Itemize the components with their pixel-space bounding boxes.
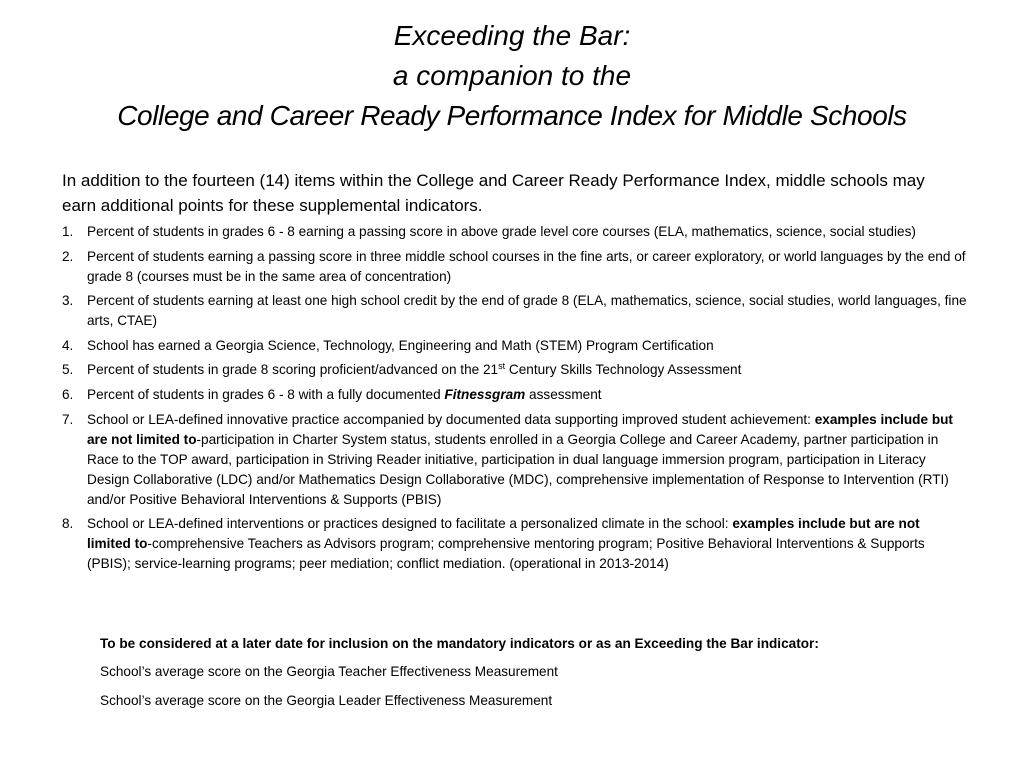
examples-bold-phrase: examples include but are not limited to [87, 411, 953, 447]
item-text-pre: Percent of students in grades 6 - 8 with a fully documented [87, 386, 445, 402]
title-line-1: Exceeding the Bar: [393, 20, 631, 51]
list-item [62, 385, 967, 405]
ordinal-superscript: st [498, 361, 506, 372]
item-number: 5. [62, 362, 74, 378]
item-number: 6. [62, 386, 74, 402]
list-item [62, 410, 967, 510]
title-line-2: a companion to the [392, 60, 632, 91]
item-text: Percent of students in grades 6 - 8 earning a passing score in above grade level core courses (ELA, mathematics, science, social studies) [87, 224, 916, 239]
item-number: 3. [62, 293, 74, 309]
list-item [62, 336, 967, 356]
intro-paragraph: In addition to the fourteen (14) items within the College and Career Ready Performance Index, middle schools may earn additional points for these supplemental indicators. [62, 171, 925, 215]
item-text-post: -comprehensive Teachers as Advisors program; comprehensive mentoring program; Positive Behavioral Interventions & Supports (PBIS); service-learning programs; peer mediation; conflict mediation. (operational in 2013-2014) [87, 536, 925, 572]
item-text-post: assessment [525, 386, 602, 402]
item-text: Percent of students earning a passing score in three middle school courses in the fine arts, or career exploratory, or world languages by the end of grade 8 (courses must be in the same area of concentration) [87, 248, 966, 284]
list-item [62, 222, 967, 242]
later-heading: To be considered at a later date for inclusion on the mandatory indicators or as an Exceeding the Bar indicator: [100, 636, 819, 651]
list-item [62, 360, 967, 380]
later-consideration-section [100, 634, 980, 720]
list-item [62, 514, 967, 574]
list-item [62, 247, 967, 287]
item-text-post: Century Skills Technology Assessment [505, 362, 742, 378]
item-text: Percent of students earning at least one high school credit by the end of grade 8 (ELA, mathematics, science, social studies, world languages, fine arts, CTAE) [87, 293, 967, 329]
item-text-pre: School or LEA-defined innovative practice accompanied by documented data supporting improved student achievement: [87, 411, 815, 427]
item-number: 2. [62, 248, 74, 264]
list-item [62, 291, 967, 331]
later-line-leader: School’s average score on the Georgia Leader Effectiveness Measurement [100, 693, 553, 708]
later-line-teacher: School’s average score on the Georgia Teacher Effectiveness Measurement [100, 664, 558, 679]
item-text-pre: School or LEA-defined interventions or practices designed to facilitate a personalized climate in the school: [87, 516, 733, 532]
item-text-post: -participation in Charter System status, students enrolled in a Georgia College and Career Academy, partner participation in Race to the TOP award, participation in Striving Reader initiative, participation in dual language immersion program, participation in Literacy Design Collaborative (LDC) and/or Mathematics Design Collaborative (MDC), comprehensive implementation of Response to Intervention (RTI) and/or Positive Behavioral Interventions & Supports (PBIS) [87, 431, 949, 507]
item-text: School has earned a Georgia Science, Technology, Engineering and Math (STEM) Program Certification [87, 337, 714, 353]
item-number: 8. [62, 516, 74, 532]
title-line-3: College and Career Ready Performance Index for Middle Schools [117, 100, 907, 131]
fitnessgram-emphasis: Fitnessgram [444, 386, 526, 402]
indicator-list [62, 222, 967, 579]
item-number: 1. [62, 224, 74, 239]
item-number: 7. [62, 411, 74, 427]
item-number: 4. [62, 337, 74, 353]
item-text-pre: Percent of students in grade 8 scoring proficient/advanced on the 21 [87, 362, 499, 378]
page-title [0, 16, 1024, 136]
examples-bold-phrase: examples include but are not limited to [87, 516, 920, 552]
